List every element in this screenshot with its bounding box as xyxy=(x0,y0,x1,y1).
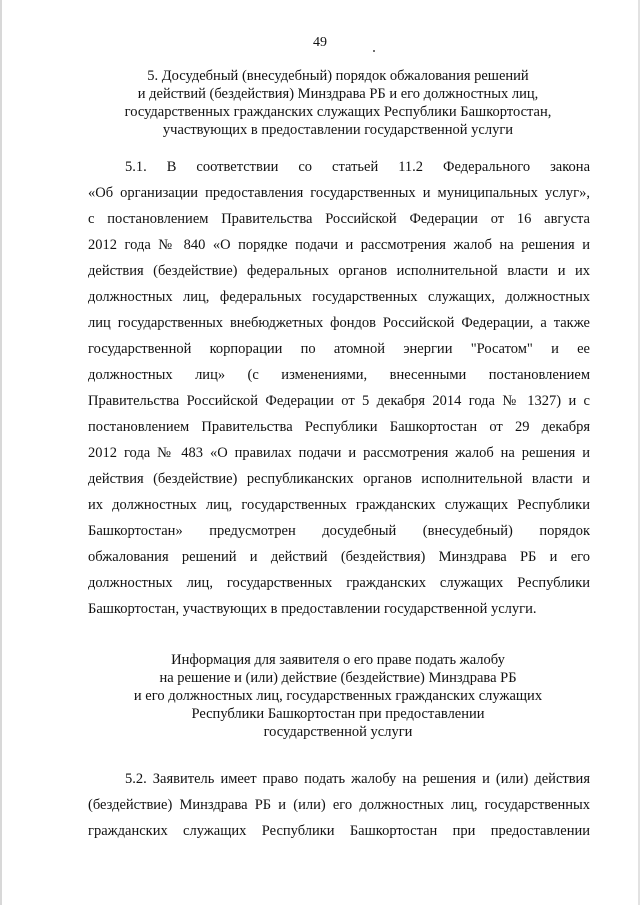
paragraph-line: Правительства Российской Федерации от 5 декабря 2014 года № 1327) и с xyxy=(88,393,590,409)
paragraph-line: с постановлением Правительства Российской Федерации от 16 августа xyxy=(88,211,590,227)
heading-line: Республики Башкортостан при предоставлении xyxy=(191,706,485,722)
paragraph-line: Башкортостан, участвующих в предоставлении государственной услуги. xyxy=(88,601,537,617)
heading-line: и его должностных лиц, государственных гражданских служащих xyxy=(133,688,543,704)
section-5-heading xyxy=(88,67,588,139)
heading-line: и действий (бездействия) Минздрава РБ и его должностных лиц, xyxy=(137,86,539,102)
paragraph-line: Башкортостан» предусмотрен досудебный (внесудебный) порядок xyxy=(88,523,590,539)
heading-line: на решение и (или) действие (бездействие) Минздрава РБ xyxy=(159,670,517,686)
paragraph-line: 2012 года № 840 «О порядке подачи и рассмотрения жалоб на решения и xyxy=(88,237,590,253)
paragraph-line: (бездействие) Минздрава РБ и (или) его должностных лиц, государственных xyxy=(88,797,590,813)
paragraph-line: «Об организации предоставления государственных и муниципальных услуг», xyxy=(88,185,590,201)
scan-speck xyxy=(373,50,375,52)
paragraph-5-1 xyxy=(88,154,590,622)
paragraph-line: должностных лиц» (с изменениями, внесенными постановлением xyxy=(88,367,590,383)
info-heading xyxy=(88,651,588,741)
paragraph-line: 2012 года № 483 «О правилах подачи и рассмотрения жалоб на решения и xyxy=(88,445,590,461)
paragraph-line: 5.1. В соответствии со статьей 11.2 Федерального закона xyxy=(125,159,590,175)
heading-line: участвующих в предоставлении государственной услуги xyxy=(162,122,514,138)
paragraph-line: их должностных лиц, государственных гражданских служащих Республики xyxy=(88,497,590,513)
paragraph-line: государственной корпорации по атомной энергии "Росатом" и ее xyxy=(88,341,590,357)
paragraph-line: обжалования решений и действий (бездействия) Минздрава РБ и его xyxy=(88,549,590,565)
paragraph-line: должностных лиц, федеральных государственных служащих, должностных xyxy=(88,289,590,305)
paragraph-line: лиц государственных внебюджетных фондов Российской Федерации, а также xyxy=(88,315,590,331)
paragraph-line: действия (бездействие) федеральных органов исполнительной власти и их xyxy=(88,263,590,279)
paragraph-line: действия (бездействие) республиканских органов исполнительной власти и xyxy=(88,471,590,487)
scan-edge-left xyxy=(0,0,2,905)
heading-line: Информация для заявителя о его праве подать жалобу xyxy=(171,652,505,668)
paragraph-line: гражданских служащих Республики Башкортостан при предоставлении xyxy=(88,823,590,839)
paragraph-5-2 xyxy=(88,766,590,844)
paragraph-line: должностных лиц, государственных гражданских служащих Республики xyxy=(88,575,590,591)
heading-line: 5. Досудебный (внесудебный) порядок обжалования решений xyxy=(147,68,529,84)
heading-line: государственной услуги xyxy=(263,724,413,740)
paragraph-line: 5.2. Заявитель имеет право подать жалобу на решения и (или) действия xyxy=(125,771,590,787)
paragraph-line: постановлением Правительства Республики Башкортостан от 29 декабря xyxy=(88,419,590,435)
page-number: 49 xyxy=(313,35,327,50)
heading-line: государственных гражданских служащих Республики Башкортостан, xyxy=(124,104,552,120)
